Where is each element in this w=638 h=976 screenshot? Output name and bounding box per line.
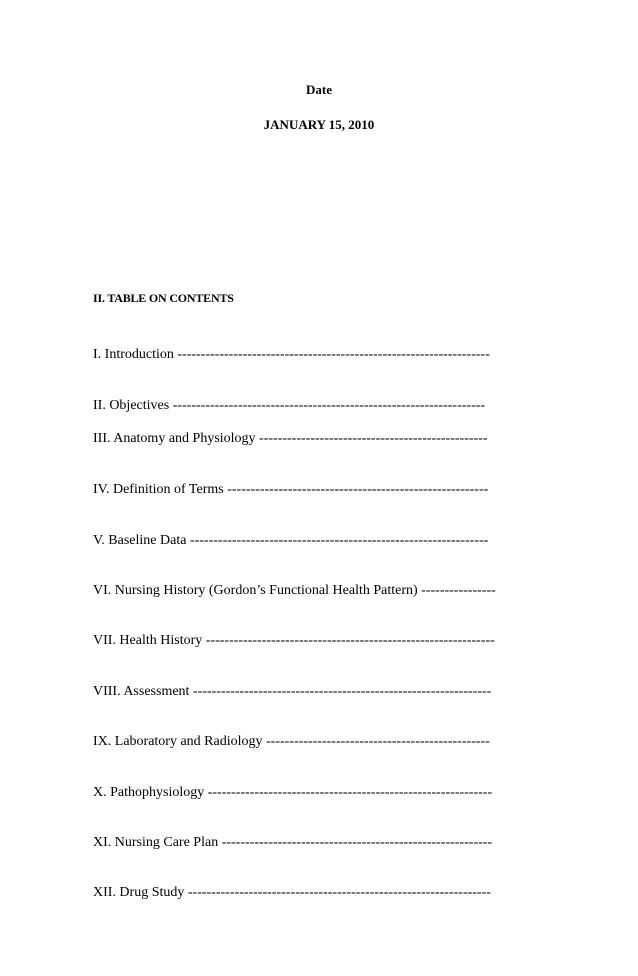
toc-entry-nursing-care-plan: XI. Nursing Care Plan ---------------------------------------------------------- [93,835,493,850]
toc-heading: II. TABLE ON CONTENTS [93,291,234,305]
date-value: JANUARY 15, 2010 [263,117,375,132]
toc-entry-drug-study: XII. Drug Study ----------------------------------------------------------------- [93,885,491,900]
toc-entry-health-history: VII. Health History -------------------------------------------------------------- [93,633,495,648]
toc-entry-objectives: II. Objectives ------------------------------------------------------------------- [93,398,486,413]
date-label: Date [306,82,332,97]
toc-entry-pathophysiology: X. Pathophysiology ------------------------------------------------------------- [93,785,493,800]
toc-entry-anatomy-physiology: III. Anatomy and Physiology ------------------------------------------------- [93,431,488,446]
toc-entry-assessment: VIII. Assessment ---------------------------------------------------------------- [93,684,492,699]
toc-entry-laboratory-radiology: IX. Laboratory and Radiology ------------------------------------------------ [93,734,490,749]
toc-entry-introduction: I. Introduction ------------------------------------------------------------------- [93,347,490,362]
toc-entry-definition-of-terms: IV. Definition of Terms -------------------------------------------------------- [93,482,489,497]
toc-entry-nursing-history: VI. Nursing History (Gordon’s Functional Health Pattern) ---------------- [93,583,496,598]
toc-entry-baseline-data: V. Baseline Data ---------------------------------------------------------------- [93,533,489,548]
